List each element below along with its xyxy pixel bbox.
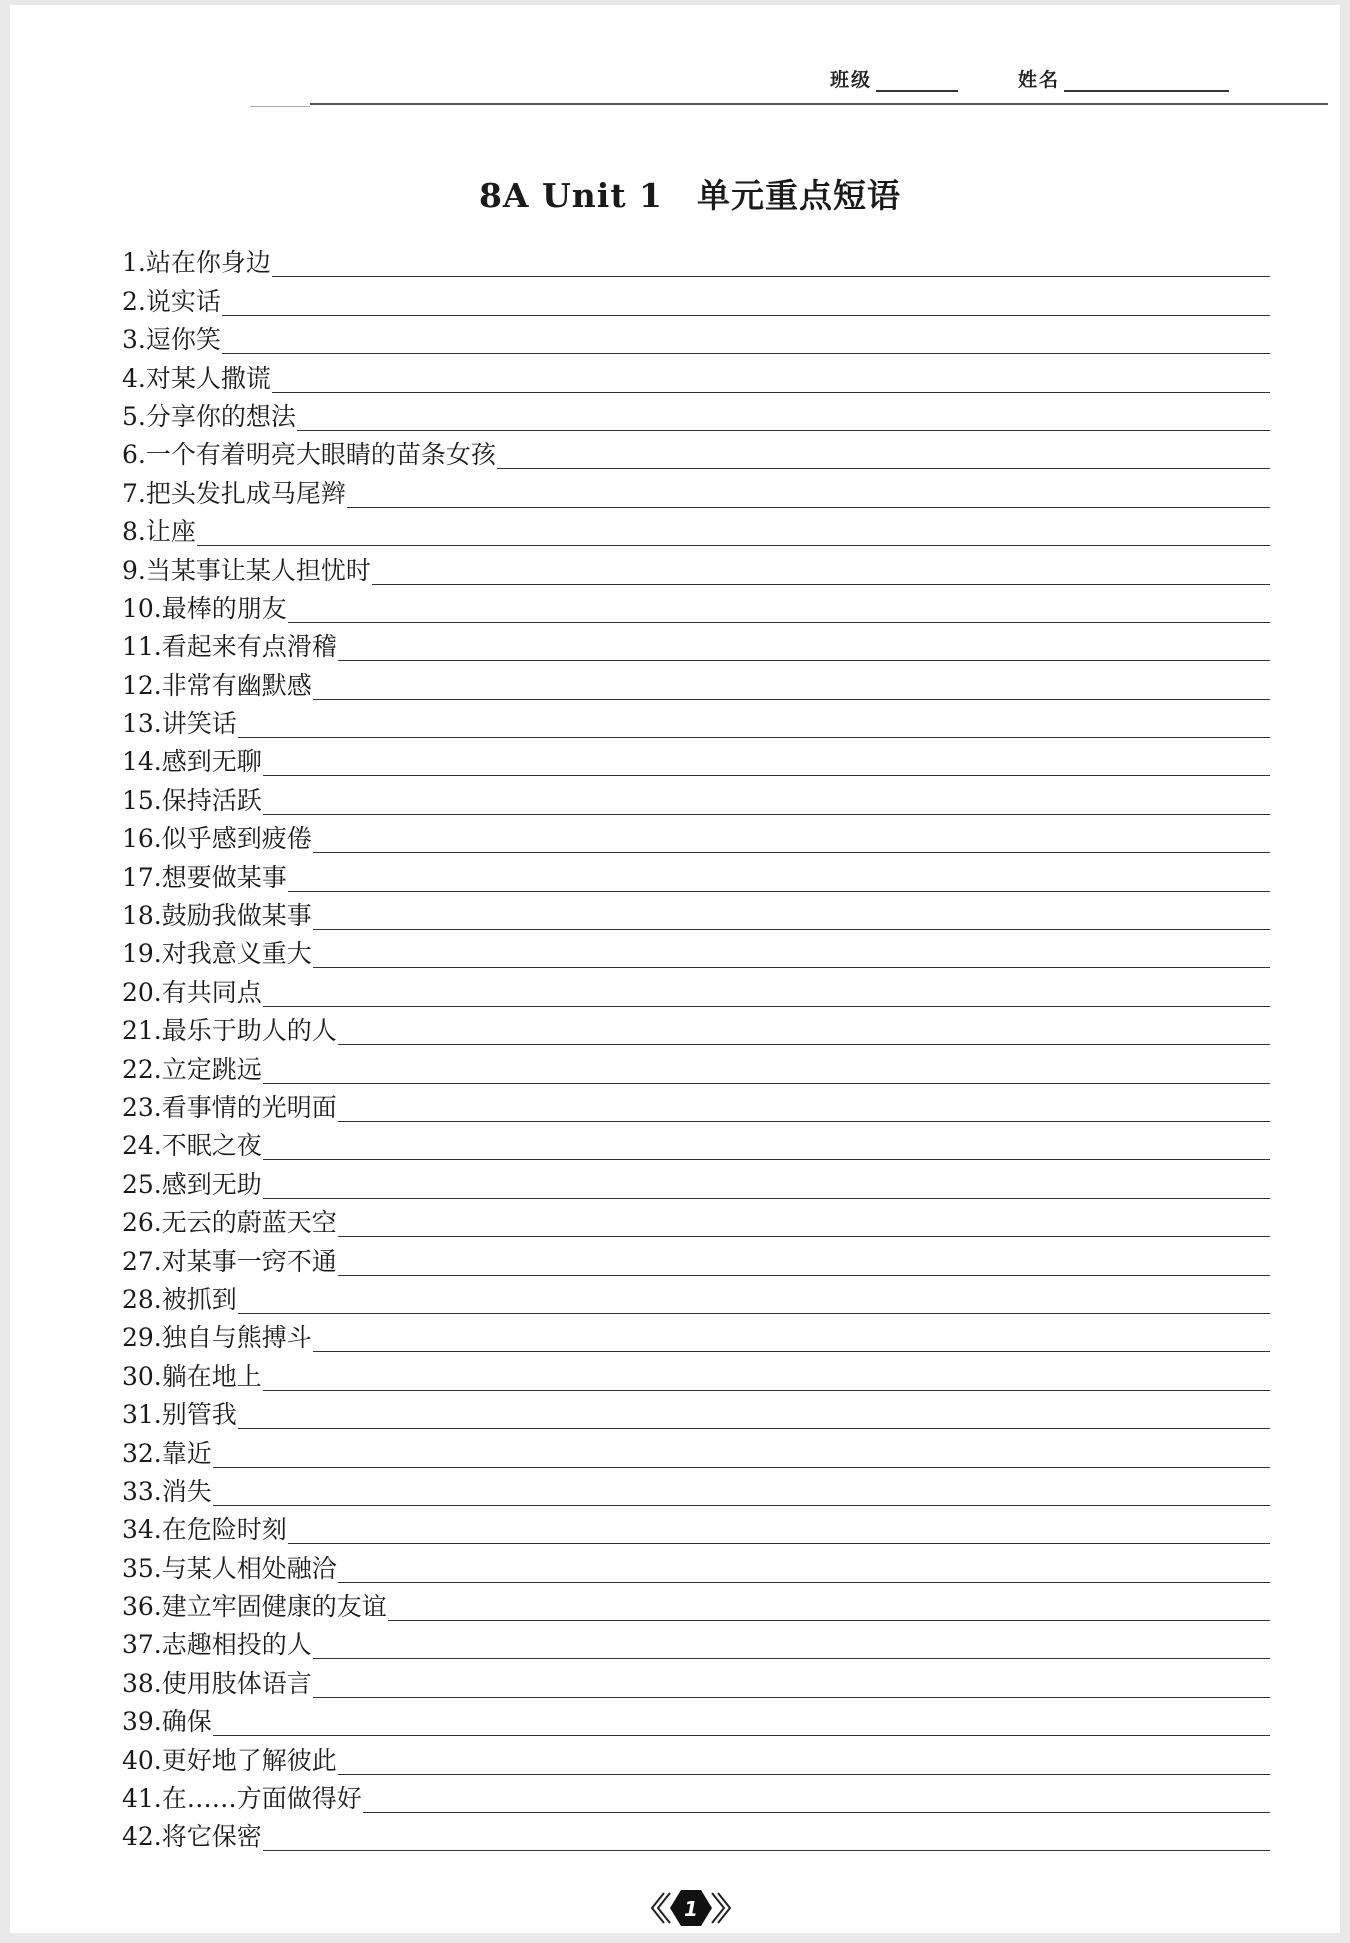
phrase-item [122, 319, 1270, 357]
phrase-number: 12. [122, 670, 162, 700]
phrase-item [122, 396, 1270, 434]
phrase-item [122, 626, 1270, 664]
phrase-number: 18. [122, 901, 162, 931]
phrase-text: 一个有着明亮大眼睛的苗条女孩 [145, 440, 496, 470]
phrase-list [122, 242, 1270, 1854]
phrase-item [122, 856, 1270, 894]
answer-blank-line[interactable] [338, 1044, 1270, 1045]
phrase-number: 23. [122, 1092, 162, 1122]
phrase-item [122, 664, 1270, 702]
phrase-text: 有共同点 [161, 977, 262, 1007]
phrase-item [122, 818, 1270, 856]
phrase-text: 讲笑话 [161, 709, 237, 739]
phrase-number: 16. [122, 824, 162, 854]
phrase-item [122, 1355, 1270, 1393]
phrase-item [122, 434, 1270, 472]
answer-blank-line[interactable] [338, 1275, 1270, 1276]
phrase-number: 32. [122, 1438, 162, 1468]
phrase-number: 2. [122, 286, 146, 316]
answer-blank-line[interactable] [263, 1390, 1270, 1391]
phrase-item [122, 1586, 1270, 1624]
phrase-text: 与某人相处融洽 [161, 1553, 337, 1583]
phrase-text: 志趣相投的人 [161, 1630, 312, 1660]
answer-blank-line[interactable] [338, 1774, 1270, 1775]
phrase-number: 34. [122, 1515, 162, 1545]
phrase-item [122, 1202, 1270, 1240]
phrase-text: 鼓励我做某事 [161, 901, 312, 931]
phrase-text: 在……方面做得好 [161, 1784, 362, 1814]
phrase-item [122, 511, 1270, 549]
phrase-number: 35. [122, 1553, 162, 1583]
phrase-text: 对我意义重大 [161, 939, 312, 969]
phrase-number: 42. [122, 1822, 162, 1852]
answer-blank-line[interactable] [347, 507, 1270, 508]
phrase-number: 25. [122, 1169, 162, 1199]
phrase-number: 17. [122, 862, 162, 892]
phrase-item [122, 1778, 1270, 1816]
answer-blank-line[interactable] [238, 1313, 1270, 1314]
phrase-number: 7. [122, 478, 146, 508]
answer-blank-line[interactable] [222, 353, 1270, 354]
phrase-text: 逗你笑 [145, 325, 221, 355]
phrase-number: 6. [122, 440, 146, 470]
page-number: 1 [684, 1897, 698, 1921]
phrase-text: 感到无聊 [161, 747, 262, 777]
phrase-item [122, 1279, 1270, 1317]
phrase-text: 对某事一窍不通 [161, 1246, 337, 1276]
phrase-number: 9. [122, 555, 146, 585]
answer-blank-line[interactable] [288, 622, 1270, 623]
name-label: 姓名 [1018, 69, 1061, 91]
phrase-item [122, 357, 1270, 395]
answer-blank-line[interactable] [313, 1697, 1270, 1698]
answer-blank-line[interactable] [372, 584, 1270, 585]
phrase-number: 41. [122, 1784, 162, 1814]
phrase-number: 19. [122, 939, 162, 969]
name-blank-field[interactable] [1064, 86, 1229, 92]
phrase-text: 确保 [161, 1707, 212, 1737]
answer-blank-line[interactable] [388, 1620, 1270, 1621]
phrase-text: 对某人撒谎 [145, 363, 271, 393]
page-number-badge [646, 1885, 736, 1931]
phrase-number: 38. [122, 1668, 162, 1698]
phrase-number: 29. [122, 1323, 162, 1353]
phrase-text: 被抓到 [161, 1284, 237, 1314]
phrase-text: 说实话 [145, 286, 221, 316]
answer-blank-line[interactable] [288, 891, 1270, 892]
phrase-item [122, 1432, 1270, 1470]
class-blank-field[interactable] [876, 86, 958, 92]
answer-blank-line[interactable] [263, 775, 1270, 776]
phrase-item [122, 1471, 1270, 1509]
phrase-number: 11. [122, 632, 162, 662]
phrase-number: 33. [122, 1476, 162, 1506]
phrase-item [122, 1394, 1270, 1432]
answer-blank-line[interactable] [213, 1735, 1270, 1736]
phrase-item [122, 1662, 1270, 1700]
phrase-number: 26. [122, 1208, 162, 1238]
phrase-number: 3. [122, 325, 146, 355]
phrase-item [122, 1087, 1270, 1125]
phrase-text: 似乎感到疲倦 [161, 824, 312, 854]
answer-blank-line[interactable] [263, 1006, 1270, 1007]
phrase-number: 1. [122, 248, 146, 278]
phrase-number: 31. [122, 1400, 162, 1430]
answer-blank-line[interactable] [238, 737, 1270, 738]
phrase-text: 立定跳远 [161, 1054, 262, 1084]
header-divider [310, 103, 1328, 105]
answer-blank-line[interactable] [263, 1850, 1270, 1851]
phrase-number: 36. [122, 1592, 162, 1622]
phrase-item [122, 242, 1270, 280]
answer-blank-line[interactable] [222, 315, 1270, 316]
class-label: 班级 [830, 69, 873, 91]
phrase-text: 独自与熊搏斗 [161, 1323, 312, 1353]
phrase-item [122, 1240, 1270, 1278]
phrase-item [122, 1010, 1270, 1048]
answer-blank-line[interactable] [313, 929, 1270, 930]
phrase-text: 消失 [161, 1476, 212, 1506]
answer-blank-line[interactable] [213, 1505, 1270, 1506]
phrase-text: 无云的蔚蓝天空 [161, 1208, 337, 1238]
phrase-item [122, 549, 1270, 587]
phrase-number: 14. [122, 747, 162, 777]
answer-blank-line[interactable] [263, 814, 1270, 815]
answer-blank-line[interactable] [213, 1467, 1270, 1468]
answer-blank-line[interactable] [338, 1582, 1270, 1583]
phrase-text: 站在你身边 [145, 248, 271, 278]
unit-title: 8A Unit 1 [478, 176, 664, 215]
phrase-text: 别管我 [161, 1400, 237, 1430]
answer-blank-line[interactable] [313, 852, 1270, 853]
phrase-item [122, 1317, 1270, 1355]
phrase-item [122, 472, 1270, 510]
answer-blank-line[interactable] [313, 699, 1270, 700]
phrase-item [122, 1816, 1270, 1854]
phrase-number: 4. [122, 363, 146, 393]
phrase-item [122, 1125, 1270, 1163]
answer-blank-line[interactable] [338, 1236, 1270, 1237]
phrase-item [122, 588, 1270, 626]
phrase-number: 39. [122, 1707, 162, 1737]
phrase-text: 分享你的想法 [145, 401, 296, 431]
phrase-item [122, 1701, 1270, 1739]
worksheet-page [10, 5, 1340, 1933]
phrase-item [122, 779, 1270, 817]
phrase-item [122, 895, 1270, 933]
phrase-number: 37. [122, 1630, 162, 1660]
answer-blank-line[interactable] [313, 1351, 1270, 1352]
phrase-number: 13. [122, 709, 162, 739]
phrase-number: 22. [122, 1054, 162, 1084]
phrase-text: 想要做某事 [161, 862, 287, 892]
answer-blank-line[interactable] [288, 1543, 1270, 1544]
answer-blank-line[interactable] [313, 1658, 1270, 1659]
phrase-item [122, 741, 1270, 779]
phrase-item [122, 1048, 1270, 1086]
phrase-text: 使用肢体语言 [161, 1668, 312, 1698]
phrase-item [122, 1739, 1270, 1777]
answer-blank-line[interactable] [338, 1121, 1270, 1122]
answer-blank-line[interactable] [338, 660, 1270, 661]
answer-blank-line[interactable] [363, 1812, 1270, 1813]
phrase-number: 21. [122, 1016, 162, 1046]
phrase-text: 当某事让某人担忧时 [145, 555, 371, 585]
answer-blank-line[interactable] [272, 276, 1270, 277]
phrase-text: 保持活跃 [161, 785, 262, 815]
answer-blank-line[interactable] [263, 1083, 1270, 1084]
phrase-text: 最乐于助人的人 [161, 1016, 337, 1046]
answer-blank-line[interactable] [497, 468, 1270, 469]
answer-blank-line[interactable] [263, 1198, 1270, 1199]
phrase-text: 将它保密 [161, 1822, 262, 1852]
answer-blank-line[interactable] [272, 392, 1270, 393]
phrase-text: 把头发扎成马尾辫 [145, 478, 346, 508]
phrase-text: 最棒的朋友 [161, 593, 287, 623]
answer-blank-line[interactable] [313, 967, 1270, 968]
phrase-item [122, 933, 1270, 971]
phrase-text: 靠近 [161, 1438, 212, 1468]
phrase-item [122, 1163, 1270, 1201]
phrase-number: 30. [122, 1361, 162, 1391]
page-title [10, 170, 1350, 217]
phrase-item [122, 971, 1270, 1009]
phrase-item [122, 1624, 1270, 1662]
phrase-item [122, 1547, 1270, 1585]
phrase-text: 躺在地上 [161, 1361, 262, 1391]
phrase-text: 非常有幽默感 [161, 670, 312, 700]
phrase-number: 20. [122, 977, 162, 1007]
phrase-item [122, 1509, 1270, 1547]
phrase-text: 建立牢固健康的友谊 [161, 1592, 387, 1622]
phrase-number: 5. [122, 401, 146, 431]
unit-subtitle: 单元重点短语 [697, 176, 902, 215]
phrase-number: 10. [122, 593, 162, 623]
phrase-item [122, 280, 1270, 318]
phrase-number: 8. [122, 517, 146, 547]
answer-blank-line[interactable] [238, 1428, 1270, 1429]
phrase-text: 更好地了解彼此 [161, 1745, 337, 1775]
answer-blank-line[interactable] [197, 545, 1270, 546]
student-info-header [830, 65, 1229, 92]
phrase-text: 感到无助 [161, 1169, 262, 1199]
answer-blank-line[interactable] [297, 430, 1270, 431]
phrase-number: 40. [122, 1745, 162, 1775]
phrase-number: 15. [122, 785, 162, 815]
phrase-number: 24. [122, 1131, 162, 1161]
phrase-text: 不眠之夜 [161, 1131, 262, 1161]
phrase-item [122, 703, 1270, 741]
phrase-text: 看起来有点滑稽 [161, 632, 337, 662]
phrase-text: 在危险时刻 [161, 1515, 287, 1545]
phrase-number: 28. [122, 1284, 162, 1314]
phrase-text: 看事情的光明面 [161, 1092, 337, 1122]
answer-blank-line[interactable] [263, 1159, 1270, 1160]
phrase-text: 让座 [145, 517, 196, 547]
phrase-number: 27. [122, 1246, 162, 1276]
